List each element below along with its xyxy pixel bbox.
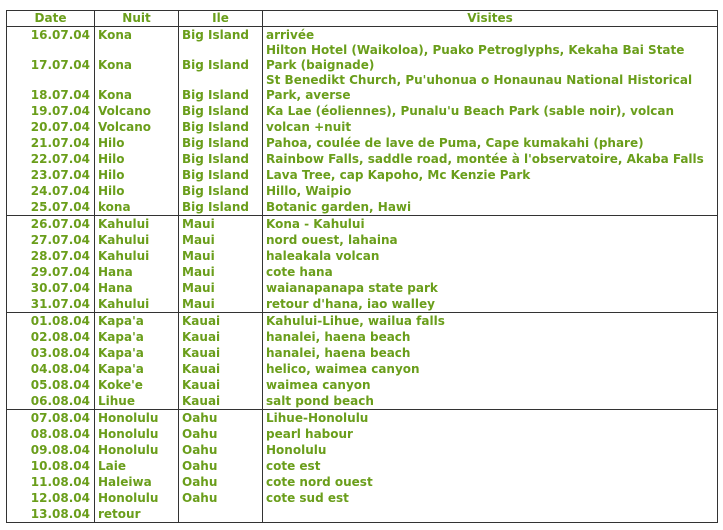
cell-date: 29.07.04 [7,264,95,280]
cell-ile: Maui [179,232,263,248]
cell-nuit: Kahului [95,232,179,248]
cell-ile: Big Island [179,151,263,167]
cell-nuit: Laie [95,458,179,474]
cell-date: 02.08.04 [7,329,95,345]
table-row [7,135,718,151]
table-row [7,313,718,330]
cell-nuit: Kona [95,27,179,44]
cell-ile: Maui [179,216,263,233]
cell-visites: Lihue-Honolulu [263,410,718,427]
cell-visites: St Benedikt Church, Pu'uhonua o Honaunau National Historical Park, averse [263,73,718,103]
header-date: Date [7,11,95,27]
cell-visites: pearl habour [263,426,718,442]
cell-date: 06.08.04 [7,393,95,410]
cell-ile: Big Island [179,183,263,199]
cell-nuit: Hana [95,264,179,280]
table-row [7,43,718,73]
cell-visites: Honolulu [263,442,718,458]
cell-nuit: Lihue [95,393,179,410]
cell-ile: Kauai [179,345,263,361]
header-ile: Ile [179,11,263,27]
cell-nuit: Haleiwa [95,474,179,490]
cell-nuit: Honolulu [95,410,179,427]
cell-visites: cote hana [263,264,718,280]
cell-date: 27.07.04 [7,232,95,248]
table-row [7,377,718,393]
cell-ile: Big Island [179,27,263,44]
table-row [7,248,718,264]
cell-visites: waianapanapa state park [263,280,718,296]
cell-nuit: Honolulu [95,442,179,458]
cell-nuit: Hilo [95,135,179,151]
cell-nuit: Kapa'a [95,329,179,345]
cell-visites: volcan +nuit [263,119,718,135]
cell-nuit: Kapa'a [95,313,179,330]
cell-date: 21.07.04 [7,135,95,151]
cell-ile: Big Island [179,43,263,73]
cell-visites: nord ouest, lahaina [263,232,718,248]
cell-visites: haleakala volcan [263,248,718,264]
table-row [7,216,718,233]
cell-date: 05.08.04 [7,377,95,393]
cell-ile: Oahu [179,490,263,506]
table-row [7,329,718,345]
cell-date: 12.08.04 [7,490,95,506]
cell-visites: Rainbow Falls, saddle road, montée à l'observatoire, Akaba Falls [263,151,718,167]
cell-visites: cote est [263,458,718,474]
table-row [7,183,718,199]
cell-nuit: Kona [95,73,179,103]
cell-nuit: retour [95,506,179,523]
cell-ile: Oahu [179,426,263,442]
cell-nuit: Kapa'a [95,361,179,377]
cell-date: 01.08.04 [7,313,95,330]
table-row [7,151,718,167]
cell-date: 08.08.04 [7,426,95,442]
cell-visites: Pahoa, coulée de lave de Puma, Cape kumakahi (phare) [263,135,718,151]
cell-visites: Hillo, Waipio [263,183,718,199]
itinerary-table [6,10,718,523]
group-oahu [7,410,718,523]
cell-ile: Kauai [179,377,263,393]
cell-ile: Kauai [179,329,263,345]
cell-nuit: Hilo [95,167,179,183]
cell-ile: Oahu [179,458,263,474]
group-maui [7,216,718,313]
table-row [7,296,718,313]
cell-nuit: Hilo [95,183,179,199]
cell-ile: Big Island [179,73,263,103]
cell-date: 30.07.04 [7,280,95,296]
table-row [7,73,718,103]
cell-ile: Big Island [179,167,263,183]
table-row [7,426,718,442]
cell-visites: helico, waimea canyon [263,361,718,377]
cell-ile: Big Island [179,199,263,216]
cell-ile: Big Island [179,135,263,151]
cell-ile: Maui [179,280,263,296]
table-row [7,490,718,506]
table-row [7,103,718,119]
cell-ile [179,506,263,523]
group-big-island [7,27,718,216]
cell-visites: Hilton Hotel (Waikoloa), Puako Petroglyphs, Kekaha Bai State Park (baignade) [263,43,718,73]
cell-nuit: Honolulu [95,490,179,506]
cell-visites: cote nord ouest [263,474,718,490]
table-row [7,361,718,377]
table-row [7,393,718,410]
cell-ile: Oahu [179,474,263,490]
cell-date: 04.08.04 [7,361,95,377]
table-row [7,506,718,523]
cell-date: 07.08.04 [7,410,95,427]
cell-date: 20.07.04 [7,119,95,135]
table-row [7,474,718,490]
cell-ile: Kauai [179,361,263,377]
cell-visites [263,506,718,523]
cell-date: 28.07.04 [7,248,95,264]
cell-ile: Kauai [179,393,263,410]
cell-ile: Big Island [179,119,263,135]
cell-visites: hanalei, haena beach [263,329,718,345]
cell-date: 23.07.04 [7,167,95,183]
cell-visites: arrivée [263,27,718,44]
cell-date: 25.07.04 [7,199,95,216]
table-row [7,458,718,474]
table-row [7,442,718,458]
header-visites: Visites [263,11,718,27]
table-row [7,345,718,361]
cell-visites: Botanic garden, Hawi [263,199,718,216]
header-row [7,11,718,27]
cell-date: 22.07.04 [7,151,95,167]
cell-date: 17.07.04 [7,43,95,73]
cell-visites: Kahului-Lihue, wailua falls [263,313,718,330]
cell-visites: Kona - Kahului [263,216,718,233]
cell-ile: Oahu [179,410,263,427]
cell-ile: Maui [179,296,263,313]
cell-date: 31.07.04 [7,296,95,313]
cell-date: 09.08.04 [7,442,95,458]
table-row [7,27,718,44]
cell-visites: cote sud est [263,490,718,506]
table-row [7,232,718,248]
cell-visites: hanalei, haena beach [263,345,718,361]
cell-date: 24.07.04 [7,183,95,199]
cell-date: 26.07.04 [7,216,95,233]
cell-nuit: Honolulu [95,426,179,442]
cell-nuit: Kahului [95,216,179,233]
table-row [7,410,718,427]
group-kauai [7,313,718,410]
cell-nuit: Hana [95,280,179,296]
cell-visites: Lava Tree, cap Kapoho, Mc Kenzie Park [263,167,718,183]
cell-visites: Ka Lae (éoliennes), Punalu'u Beach Park (sable noir), volcan [263,103,718,119]
header-nuit: Nuit [95,11,179,27]
cell-nuit: Volcano [95,119,179,135]
cell-ile: Maui [179,264,263,280]
cell-nuit: kona [95,199,179,216]
cell-visites: salt pond beach [263,393,718,410]
cell-nuit: Kona [95,43,179,73]
cell-date: 18.07.04 [7,73,95,103]
cell-nuit: Koke'e [95,377,179,393]
table-row [7,167,718,183]
cell-date: 13.08.04 [7,506,95,523]
table-row [7,119,718,135]
table-row [7,199,718,216]
table-row [7,280,718,296]
cell-date: 10.08.04 [7,458,95,474]
cell-ile: Kauai [179,313,263,330]
cell-ile: Maui [179,248,263,264]
cell-visites: retour d'hana, iao walley [263,296,718,313]
cell-date: 03.08.04 [7,345,95,361]
cell-nuit: Kahului [95,248,179,264]
cell-date: 16.07.04 [7,27,95,44]
cell-date: 19.07.04 [7,103,95,119]
table-row [7,264,718,280]
cell-nuit: Hilo [95,151,179,167]
cell-nuit: Volcano [95,103,179,119]
cell-visites: waimea canyon [263,377,718,393]
cell-ile: Big Island [179,103,263,119]
cell-date: 11.08.04 [7,474,95,490]
cell-nuit: Kapa'a [95,345,179,361]
cell-ile: Oahu [179,442,263,458]
cell-nuit: Kahului [95,296,179,313]
